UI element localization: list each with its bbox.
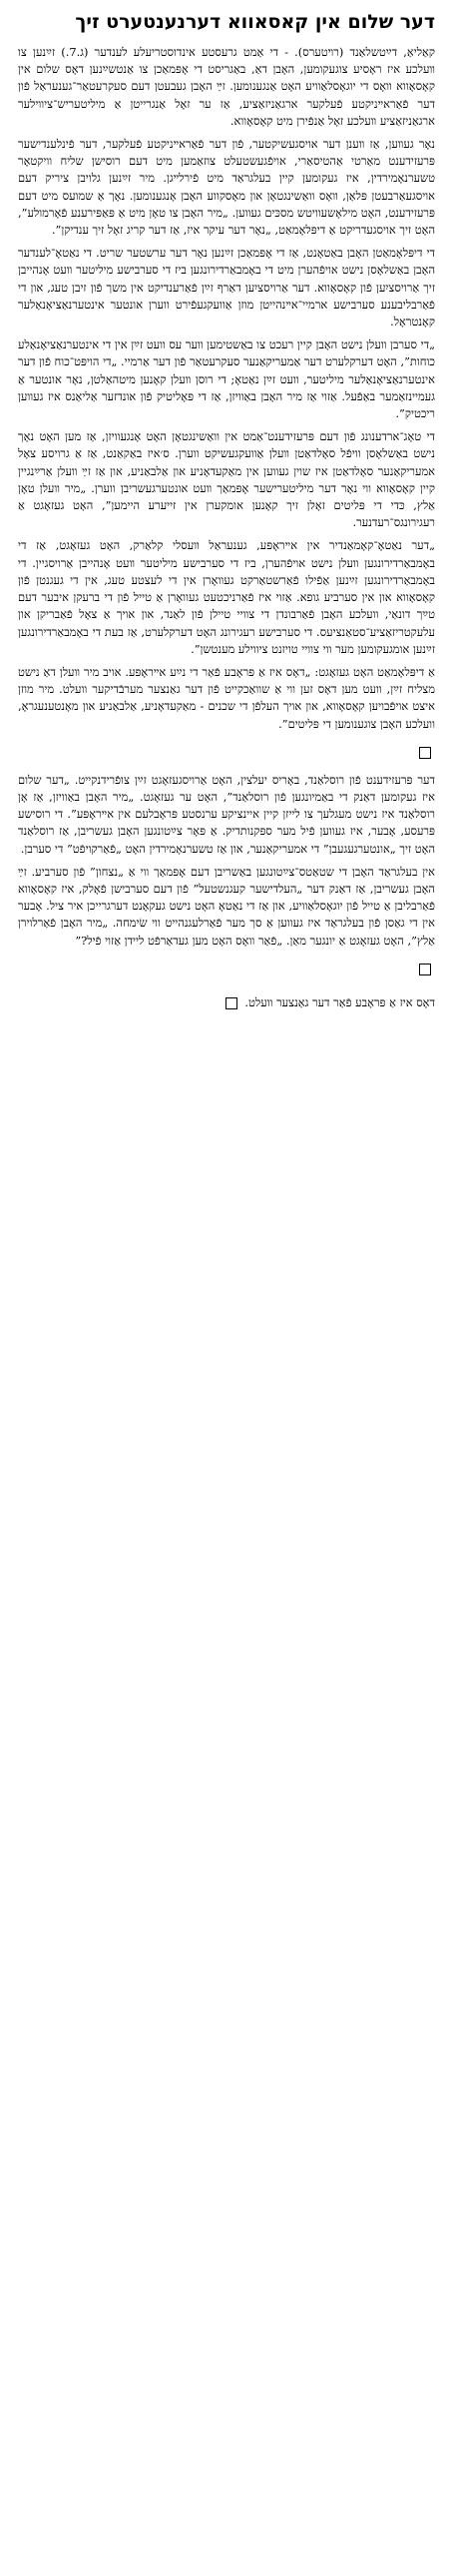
section-gap (18, 950, 435, 960)
article-paragraph: „דער נאַטאָ־קאָמאַנדיר אין אײראָפּע, גענעראַל װעסלי קלאַרק, האָט געזאָגט, אַז די באָמבאַרדירונגען װעלן נישט אויפֿהערן, ביז די סערבישע מיליטער װעט אָנהייבן אַרויסגיין. די באָמבאַרדירונגען זײַנען אַפֿילו פֿאַרשטאַרקט געוואָרן אין די לעצטע טעג, אין די געגנטן פֿון קאָסאָווא און אין סערביע גופא. אַזוי איז פֿאַרניכטעט געוואָרן אַ טייל פֿון די ברעקן איבער דעם טײַך דונאַי, וועלכע האָבן פֿאַרבונדן די צוויי טיילן פֿון לאַנד, און אויך אַ צאָל פֿאַבריקן און עלעקטריזאַציע־סטאַנציעס. די סערבישע רעגירונג האָט דערקלערט, אַז בעת די באָמבאַרדירונגען זײַנען אומגעקומען מער ווי צוויי טויזנט ציווילע מענטשן”. (18, 538, 435, 656)
section-end-marker (419, 964, 431, 975)
article-paragraph: דער פּרעזידענט פֿון רוסלאַנד, באָריס יעלצין, האָט אַרויסגעזאָגט זײַן צופֿרידנקייט. „דער שלום איז געקומען דאַנק די באַמיונגען פֿון רוסלאַנד”, האָט ער געזאָגט. „מיר האָבן באַוויזן, אַז אָן רוסלאַנד איז נישט מעגלעך צו לייזן קיין איינציקע ערנסטע פּראָבלעם אין אײראָפּע”. די רוסישע פּרעסע, אָבער, איז געווען פֿיל מער ספּקנותדיק. אַ פּאָר צײַטונגען האָבן געשריבן, אַז רוסלאַנד האָט זיך „אונטערגעגעבן” די אמעריקאַנער, און אַז טשערנאָמירדין האָט „פֿאַרקויפֿט” די סערבן. (18, 772, 435, 856)
article-paragraph: נאָר געװען, אַז װענן דער אויסגעשיקטער, פֿון דער פֿאַראײניקטע פֿעלקער, דער פֿינלענדישער פּרעזידענט מאַרטי אַהטיסאַרי, אויפֿגעשטעלט צוזאַמען מיט דעם רוסישן שליח וויקטאָר טשערנאָמירדין, איז געקומען קיין בעלגראַד מיט פֿירלײגן. מיר זײַנען גלויבן ציריק דעם אויסגעאַרבעטן פּלאַן, װאָס וואַשינגטאָן און מאָסקווע האָבן אָנגענומען. נאָך אַ שמועס מיט דעם פּרעזידענט, האָט מילאָשעוויטש מסכּים געווען. „מיר האָבן צו טאָן מיט אַ פּאַפּירענע פֿאָרמולע”, האָט זיך אויסגעדריקט אַ דיפּלאָמאַט, „נאָר דער עיקר איז, אַז דער קריג זאָל זיך ענדיקן”. (18, 137, 435, 238)
section-end-marker (419, 747, 431, 759)
article-paragraph: אין בעלגראַד האָבן די שטאַטס־צײַטונגען באַשריבן דעם אָפּמאַך ווי אַ „נצחון” פֿון סערביע. זײַ האָבן געשריבן, אַז דאַנק דער „העלדישער קעגנשטעל” פֿון דעם סערבישן פֿאָלק, איז קאָסאָווא פֿאַרבליבן אַ טייל פֿון יוגאָסלאַוויע, און אַז די נאַטאָ האָט נישט געקאָנט דערגרייכן איר ציל. אָבער אין די גאַסן פֿון בעלגראַד איז געווען אַ סך מער פֿאַרלעגנהייט ווי שׂימחה. „מיר האָבן פֿאַרלוירן אַלץ”, האָט געזאָגט אַ יונגער מאַן. „פֿאַר וואָס האָט מען געדאַרפֿט ליידן אַזוי פֿיל?” (18, 864, 435, 948)
section-gap (18, 978, 435, 988)
article-paragraph: קאַליאַ, דײַטשלאַנד (רױטערס). - די אַמט גרעסטע אינדוסטריעלע לענדער (ג.7.) זײַנען צו װעלכע איז ראָסיע צוגעקומען, האָבן דאַ, באַגריסט די אָפּמאַכן צו אַנטשײַנען דאָס שלום אין קאָסאָווא װאָס די יוגאָסלאַוויע האָט אַנגענומען. זײַ האָבן געבעטן דעם סעקרעטאַר־גענעראַל פֿון דער פֿאַראײניקטע פֿעלקער ארגאַניזאַציע, אַז ער זאָל אַנגרייטן אַ מיליטעריש־ציווילער ארגאַניזאַציע װעלכע זאָל אַנפֿירן מיט קאָסאָווא. (18, 45, 435, 128)
article-end-marker (225, 997, 237, 1009)
article-paragraph: די דיפּלאָמאַטן האָבן באַטאָנט, אַז די אָפּמאַכן זײַנען נאָר דער ערשטער שריט. די נאַטאָ־לענדער האָבן באַשלאָסן נישט אויפֿהערן מיט די באָמבאַרדירונגען ביז די סערבישע מיליטער װעט אָנהייבן זיך אַרויסציִען פֿון קאָסאָווא. דער אַרויסציִען דאַרף זײַן פֿאַרענדיקט אין משך פֿון זיבן טעג, און די פֿאַרבליבענע סערבישע ארמיי־אײנהייטן מוזן אַוועקגעפֿירט ווערן אונטער אינטערנאַציאָנאַלער קאָנטראָל. (18, 246, 435, 329)
section-gap (18, 733, 435, 743)
article-paragraph: אַ דיפּלאָמאַט האָט געזאָגט: „דאָס איז אַ פּראָבע פֿאַר די נײַע אײראָפּע. אויב מיר װעלן דאַ נישט מצליח זײַן, װעט מען דאָס זען ווי אַ שוואַכקייט פֿון דער גאַנצער מערבֿדיקער וועלט. מיר מוזן איצט אויפֿבויען קאָסאָווא, און אויך העלפֿן די שכנים - מאַקעדאָניע, אַלבאַניע און מאָנטענעגראָ, וועלכע האָבן צוגענומען די פּליטים”. (18, 664, 435, 731)
article-paragraph: די טאָג־ארדענונג פֿון דעם פּרעזידענט־אַמט אין וואַשינגטאָן האָט אָנגעוויזן, אַז מען האָט נאָך נישט באַשלאָסן וויפֿל סאָלדאַטן װעלן אַוועקגעשיקט ווערן. ס׳איז באַקאַנט, אַז אַ גרויסע צאָל אמעריקאַנער סאָלדאַטן איז שוין געווען אין מאַקעדאָניע און אַלבאַניע, און אַז זײַ װעלן אַרײַנגיין קיין קאָסאָווא ווי נאָר דער מיליטערישער אָפּמאַך װעט אונטערגעשריבן ווערן. „מיר װעלן טאָן אַלץ, כּדי די פּליטים זאָלן זיך קאָנען אומקערן אין זייערע היימען”, האָט געזאָגט אַ רעגירונגס־רעדנער. (18, 429, 435, 530)
closing-text: דאָס איז אַ פּראָבע פֿאַר דער גאַנצער וועלט. (244, 994, 435, 1009)
article-headline: דער שלום אין קאסאווא דערנענטערט זיך (75, 11, 435, 33)
article-paragraph: „די סערבן װעלן נישט האָבן קיין רעכט צו באַשטימען װער עס װעט זײַן אין די אינטערנאַציאָנאַלע כוחות”, האָט דערקלערט דער אַמעריקאַנער סעקרעטאַר פֿון דער אַרמיי. „די הויפּט־כוח פֿון דער אינטערנאַציאָנאַלער מיליטער, װעט זײַן נאַטאָ; די רוסן װעלן קאָנען מיטהאַלטן, נאָר אונטער אַ געמיינזאַמער באַפֿעל. אַזוי אַז מיר האָבן באַוויזן, אַז די פּאָליטיק פֿון אונדזער אַליאַנס איז געווען ריכטיק”. (18, 337, 435, 421)
section-gap (18, 762, 435, 772)
article-closing-line (18, 994, 435, 1011)
